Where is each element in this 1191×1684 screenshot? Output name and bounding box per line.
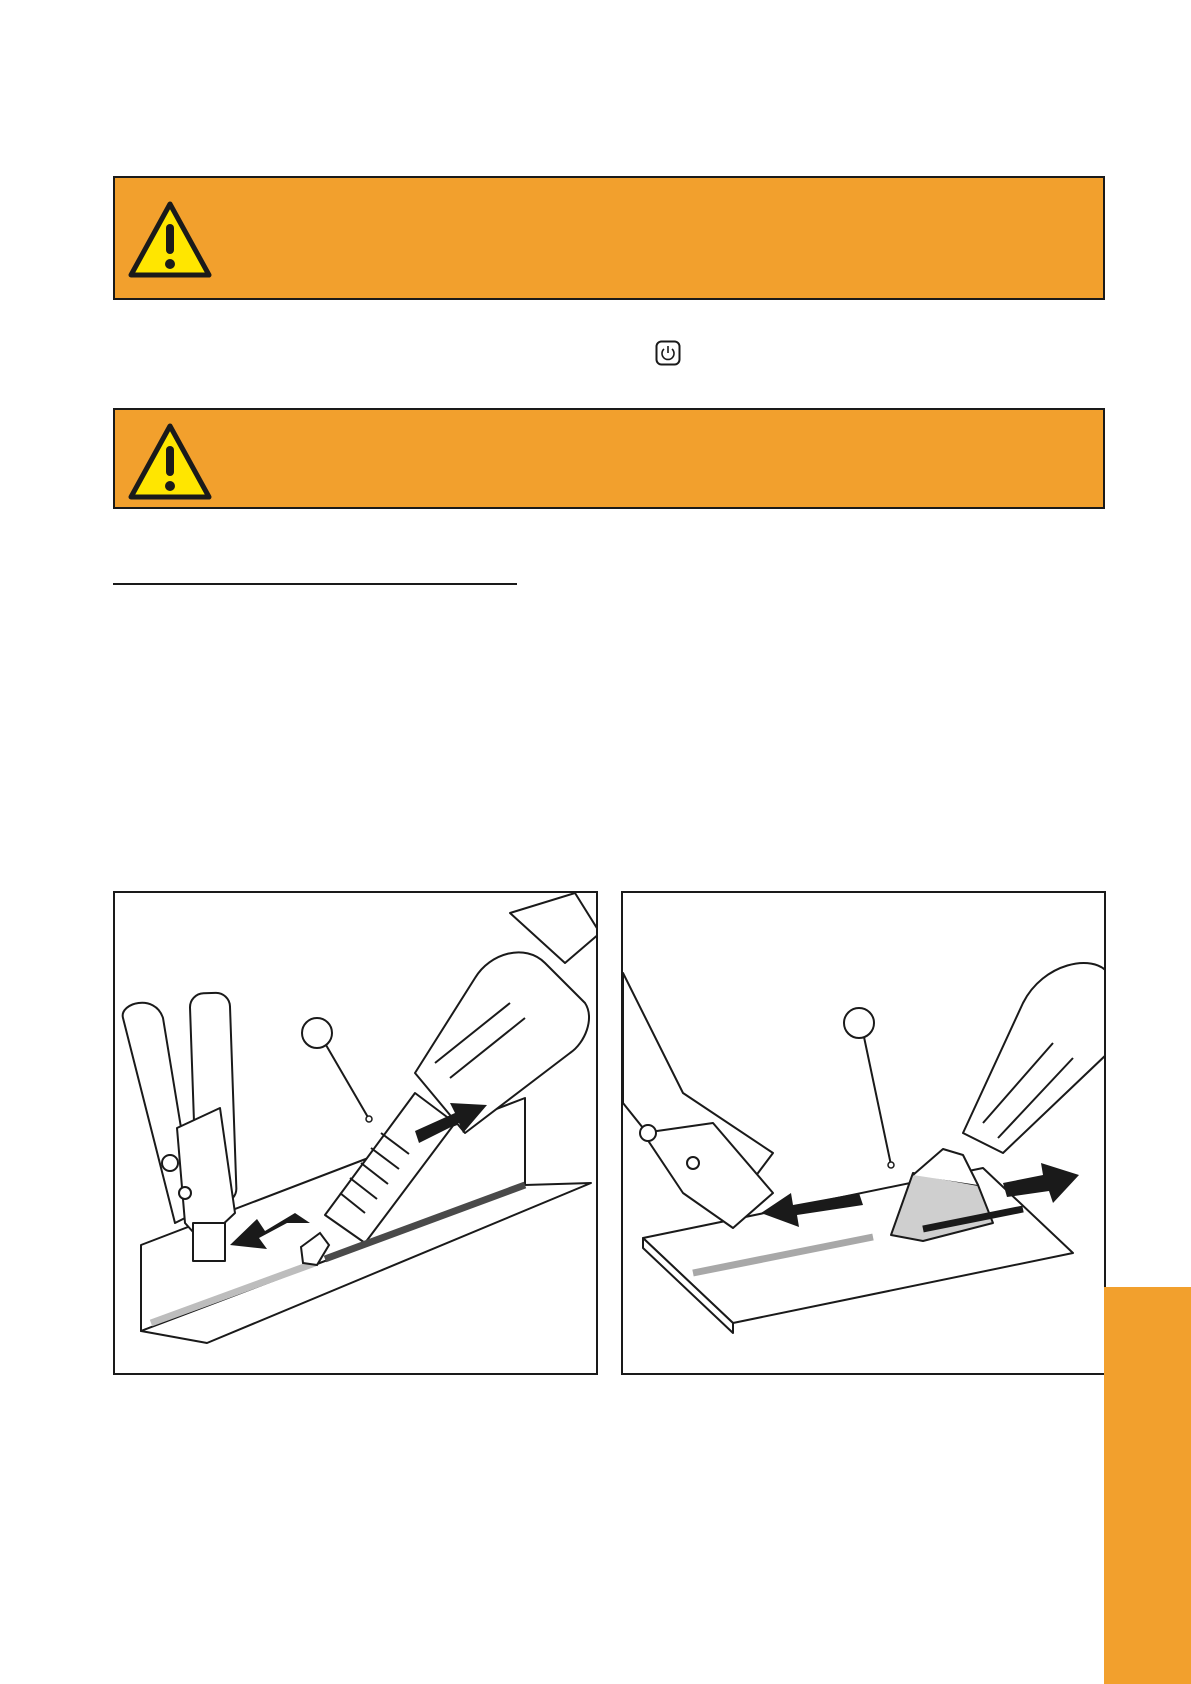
chapter-side-tab <box>1104 1287 1191 1684</box>
wedge-nozzle-illustration <box>623 893 1106 1375</box>
figure-right <box>621 891 1106 1375</box>
power-button-icon <box>655 340 681 366</box>
warning-box-2 <box>113 408 1105 509</box>
figure-left <box>113 891 598 1375</box>
warning-box-1 <box>113 176 1105 300</box>
warning-triangle-icon <box>127 422 213 502</box>
warning-triangle-icon <box>127 200 213 280</box>
brush-nozzle-illustration <box>115 893 598 1375</box>
section-heading-underline <box>113 583 517 585</box>
